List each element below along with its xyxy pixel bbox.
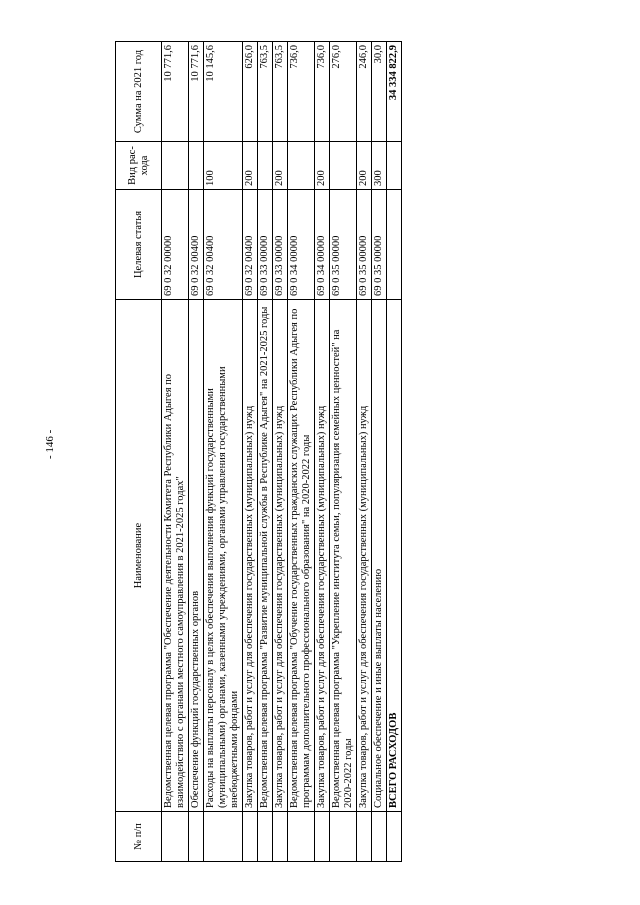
cell-sum: 10 771,6 (162, 42, 189, 142)
cell-kind: 300 (372, 142, 387, 190)
page-number: - 146 - (44, 429, 56, 459)
table-row (189, 42, 204, 862)
cell-num (315, 812, 330, 862)
header-sum: Сумма на 2021 год (116, 42, 162, 142)
cell-target: 69 0 33 00000 (273, 190, 288, 300)
cell-num (204, 812, 243, 862)
table-row (372, 42, 387, 862)
cell-num (243, 812, 258, 862)
cell-kind: 100 (204, 142, 243, 190)
cell-kind: 200 (273, 142, 288, 190)
cell-name: Закупка товаров, работ и услуг для обеспечения государственных (муниципальных) нужд (273, 300, 288, 812)
cell-sum: 10 771,6 (189, 42, 204, 142)
cell-sum: 246,0 (357, 42, 372, 142)
table-header-row (116, 42, 162, 862)
cell-kind: 200 (357, 142, 372, 190)
cell-sum: 763,5 (273, 42, 288, 142)
header-num: № п/п (116, 812, 162, 862)
cell-name: Расходы на выплаты персоналу в целях обеспечения выполнения функций государственными (муниципальными) органами, казенными учреждениями, органами управления государственными внебюджетными фондами (204, 300, 243, 812)
cell-target: 69 0 32 00000 (162, 190, 189, 300)
cell-target: 69 0 33 00000 (258, 190, 273, 300)
cell-sum: 763,5 (258, 42, 273, 142)
cell-name: Закупка товаров, работ и услуг для обеспечения государственных (муниципальных) нужд (357, 300, 372, 812)
cell-name: Закупка товаров, работ и услуг для обеспечения государственных (муниципальных) нужд (243, 300, 258, 812)
cell-kind: 200 (243, 142, 258, 190)
table-row (204, 42, 243, 862)
total-kind (387, 142, 402, 190)
cell-kind (330, 142, 357, 190)
cell-num (189, 812, 204, 862)
total-row (387, 42, 402, 862)
cell-sum: 736,0 (315, 42, 330, 142)
cell-num (372, 812, 387, 862)
cell-kind (258, 142, 273, 190)
cell-name: Ведомственная целевая программа "Обучение государственных гражданских служащих Республики Адыгея по программам дополнительного профессионального образования" на 2020-2022 годы (288, 300, 315, 812)
cell-num (288, 812, 315, 862)
cell-target: 69 0 35 00000 (372, 190, 387, 300)
cell-target: 69 0 32 00400 (243, 190, 258, 300)
cell-num (162, 812, 189, 862)
table-row (315, 42, 330, 862)
cell-num (273, 812, 288, 862)
cell-num (258, 812, 273, 862)
cell-name: Социальное обеспечение и иные выплаты населению (372, 300, 387, 812)
table-row (162, 42, 189, 862)
cell-sum: 276,0 (330, 42, 357, 142)
header-name: Наименование (116, 300, 162, 812)
cell-name: Закупка товаров, работ и услуг для обеспечения государственных (муниципальных) нужд (315, 300, 330, 812)
table-body (162, 42, 402, 862)
cell-target: 69 0 34 00000 (315, 190, 330, 300)
table-row (258, 42, 273, 862)
expenses-table (115, 41, 402, 862)
table-row (330, 42, 357, 862)
cell-sum: 626,0 (243, 42, 258, 142)
total-target (387, 190, 402, 300)
cell-kind (162, 142, 189, 190)
table-row (243, 42, 258, 862)
cell-kind (288, 142, 315, 190)
cell-kind (189, 142, 204, 190)
cell-sum: 10 145,6 (204, 42, 243, 142)
cell-name: Ведомственная целевая программа "Укрепление института семьи, популяризация семейных ценностей" на 2020-2022 годы (330, 300, 357, 812)
cell-name: Ведомственная целевая программа "Обеспечение деятельности Комитета Республики Адыгея по взаимодействию с органами местного самоуправления в 2021-2025 годах" (162, 300, 189, 812)
cell-sum: 736,0 (288, 42, 315, 142)
cell-kind: 200 (315, 142, 330, 190)
total-label: ВСЕГО РАСХОДОВ (387, 300, 402, 812)
cell-target: 69 0 35 00000 (357, 190, 372, 300)
cell-name: Ведомственная целевая программа "Развитие муниципальной службы в Республике Адыгея" на 2021-2025 годы (258, 300, 273, 812)
cell-name: Обеспечение функций государственных органов (189, 300, 204, 812)
cell-target: 69 0 34 00000 (288, 190, 315, 300)
table-row (288, 42, 315, 862)
total-num (387, 812, 402, 862)
rotated-table-container (115, 42, 399, 862)
total-sum: 34 334 822,9 (387, 42, 402, 142)
cell-num (330, 812, 357, 862)
table-row (273, 42, 288, 862)
cell-sum: 30,0 (372, 42, 387, 142)
table-row (357, 42, 372, 862)
cell-target: 69 0 35 00000 (330, 190, 357, 300)
cell-target: 69 0 32 00400 (189, 190, 204, 300)
header-target: Целевая статья (116, 190, 162, 300)
header-kind: Вид рас-хода (116, 142, 162, 190)
cell-num (357, 812, 372, 862)
cell-target: 69 0 32 00400 (204, 190, 243, 300)
